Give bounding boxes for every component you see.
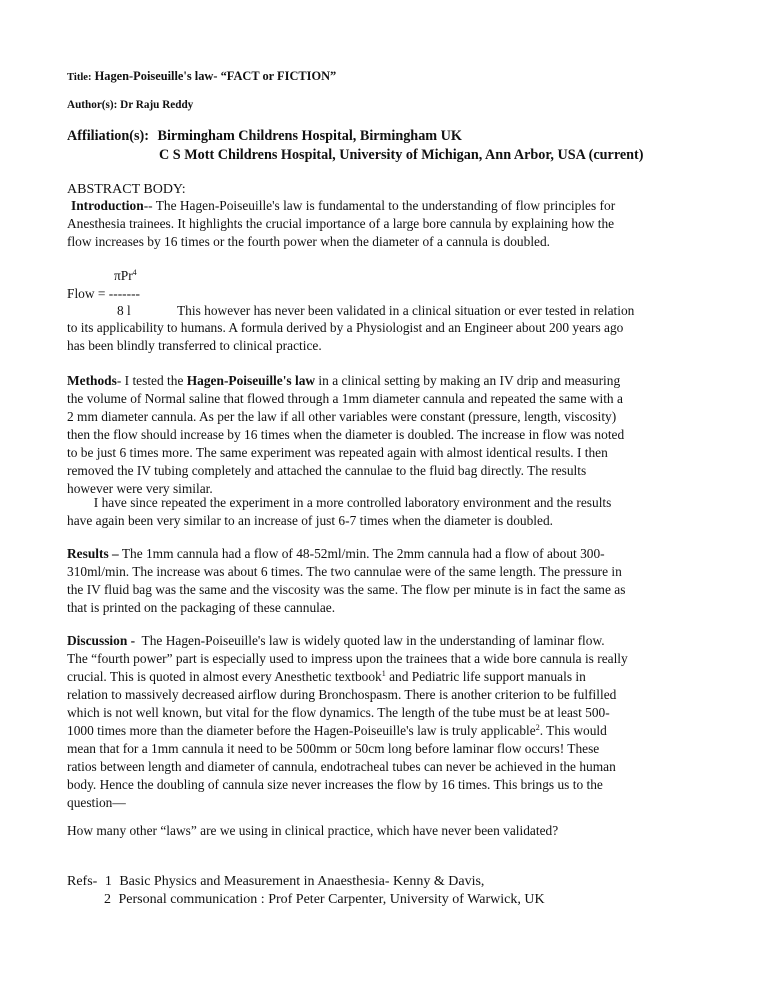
author-label: Author(s):	[67, 99, 118, 111]
methods-line-6: removed the IV tubing completely and attached the cannulae to the fluid bag directly. The results	[67, 463, 587, 478]
results-line-2: 310ml/min. The increase was about 6 times. The two cannulae were of the same length. The pressure in	[67, 564, 622, 579]
reference-1: Refs- 1 Basic Physics and Measurement in Anaesthesia- Kenny & Davis,	[67, 874, 485, 889]
methods-line-4: then the flow should increase by 16 times when the diameter is doubled. The increase in flow was noted	[67, 427, 625, 442]
intro-line-2: Anesthesia trainees. It highlights the crucial importance of a large bore cannula by explaining how the	[67, 216, 615, 231]
results-line-4: that is printed on the packaging of these cannulae.	[67, 600, 336, 615]
methods-label: Methods	[67, 373, 117, 388]
results-label: Results –	[67, 546, 119, 561]
discussion-line-9: body. Hence the doubling of cannula size never increases the flow by 16 times. This brings us to the	[67, 777, 603, 792]
author-line	[67, 96, 193, 114]
methods-line-5: to be just 6 times more. The same experiment was repeated again with almost identical results. I then	[67, 445, 608, 460]
methods-line-2: the volume of Normal saline that flowed through a 1mm diameter cannula and repeated the same with a	[67, 391, 623, 406]
discussion-label: Discussion -	[67, 633, 136, 648]
intro-line-1: Introduction-- The Hagen-Poiseuille's law is fundamental to the understanding of flow principles for	[71, 198, 616, 213]
discussion-line-2: The “fourth power” part is especially used to impress upon the trainees that a wide bore cannula is really	[67, 651, 628, 666]
intro-continuation-1: to its applicability to humans. A formula derived by a Physiologist and an Engineer about 200 years ago	[67, 320, 624, 335]
footnote-ref-1: 1	[381, 669, 386, 678]
author-name: Dr Raju Reddy	[120, 99, 194, 111]
intro-label: Introduction	[71, 198, 144, 213]
methods-line-3: 2 mm diameter cannula. As per the law if all other variables were constant (pressure, length, viscosity)	[67, 409, 617, 424]
results-line-3: the IV fluid bag was the same and the viscosity was the same. The flow per minute is in fact the same as	[67, 582, 626, 597]
discussion-line-6: 1000 times more than the diameter before the Hagen-Poiseuille's law is truly applicable$^2$. This would	[67, 723, 607, 738]
references-label: Refs-	[67, 874, 98, 889]
discussion-line-1: Discussion - The Hagen-Poiseuille's law is widely quoted law in the understanding of laminar flow.	[67, 633, 605, 648]
affiliation-2: C S Mott Childrens Hospital, University of Michigan, Ann Arbor, USA (current)	[159, 147, 644, 163]
title-label: Title:	[67, 72, 92, 83]
results-line-1: Results – The 1mm cannula had a flow of 48-52ml/min. The 2mm cannula had a flow of about 300-	[67, 546, 605, 561]
affiliation-label: Affiliation(s):	[67, 128, 149, 144]
affiliation-line-2	[159, 146, 644, 164]
discussion-line-5: which is not well known, but vital for the flow dynamics. The length of the tube must be at least 500-	[67, 705, 610, 720]
affiliation-1: Birmingham Childrens Hospital, Birmingham UK	[157, 128, 462, 144]
discussion-line-3: crucial. This is quoted in almost every Anesthetic textbook$^1$ and Pediatric life support manuals in	[67, 669, 586, 684]
intro-continuation-2: has been blindly transferred to clinical practice.	[67, 338, 322, 353]
methods-para2-line-1: I have since repeated the experiment in a more controlled laboratory environment and the results	[67, 495, 612, 510]
closing-question: How many other “laws” are we using in clinical practice, which have never been validated?	[67, 823, 559, 838]
footnote-ref-2: 2	[535, 723, 540, 732]
discussion-line-7: mean that for a 1mm cannula it need to be 500mm or 50cm long before laminar flow occurs! These	[67, 741, 600, 756]
formula-lhs: Flow = -------	[67, 286, 140, 301]
methods-para2-line-2: have again been very similar to an increase of just 6-7 times when the diameter is doubled.	[67, 513, 553, 528]
methods-line-1: Methods- I tested the Hagen-Poiseuille's law in a clinical setting by making an IV drip and measuring	[67, 373, 621, 388]
title-line	[67, 67, 336, 87]
abstract-heading: ABSTRACT BODY:	[67, 182, 186, 197]
formula-numerator: πPr$^4$	[114, 268, 137, 283]
title-text: Hagen-Poiseuille's law- “FACT or FICTION”	[94, 69, 337, 83]
formula-exponent: 4	[132, 268, 137, 277]
affiliation-line-1	[67, 127, 462, 145]
intro-line-3: flow increases by 16 times or the fourth power when the diameter of a cannula is doubled.	[67, 234, 551, 249]
reference-2: 2 Personal communication : Prof Peter Carpenter, University of Warwick, UK	[104, 892, 545, 907]
discussion-line-4: relation to massively decreased airflow during Bronchospasm. There is another criterion to be fulfilled	[67, 687, 617, 702]
methods-line-7: however were very similar.	[67, 481, 213, 496]
formula-trailing-text: This however has never been validated in a clinical situation or ever tested in relation	[177, 303, 635, 318]
formula-denominator: 8 l	[117, 303, 131, 318]
discussion-line-8: ratios between length and diameter of cannula, endotracheal tubes can never be achieved in the human	[67, 759, 616, 774]
discussion-line-10: question—	[67, 795, 126, 810]
